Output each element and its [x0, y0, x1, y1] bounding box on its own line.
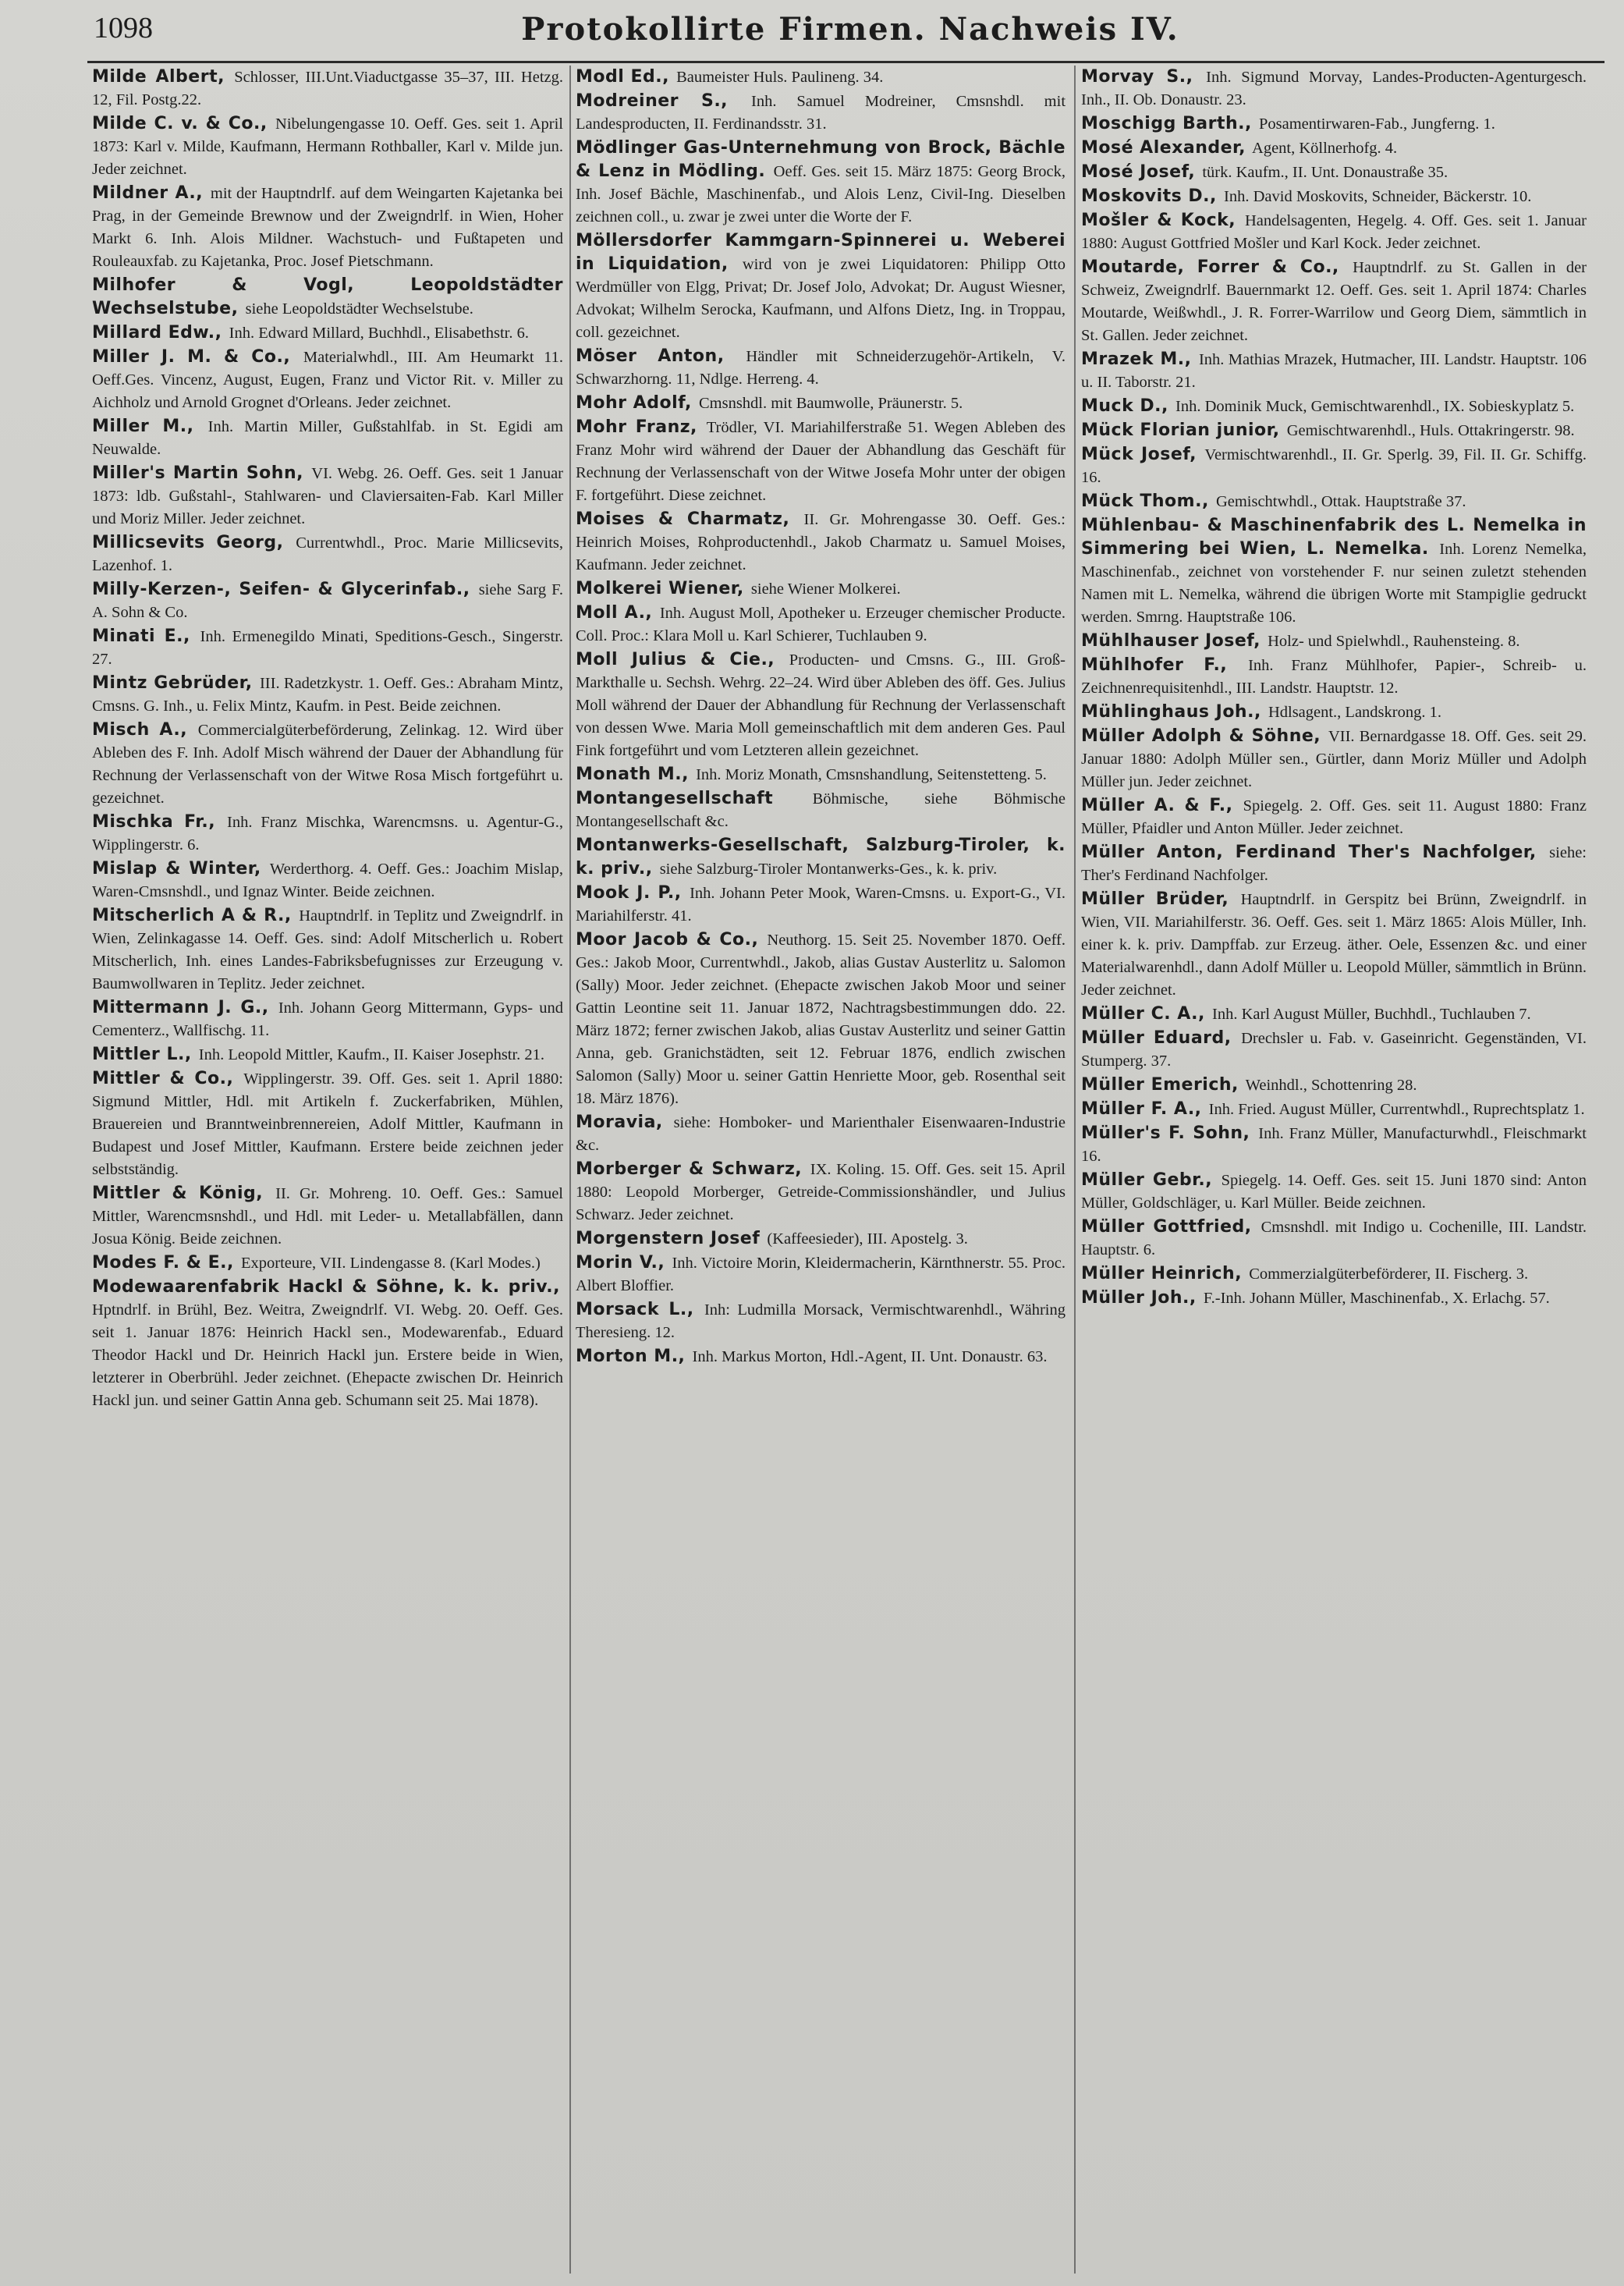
directory-entry	[92, 811, 563, 857]
firm-name: Mück Thom.,	[1081, 492, 1209, 511]
directory-entry	[1081, 1287, 1587, 1310]
firm-name: Mischka Fr.,	[92, 812, 216, 832]
firm-details: Inh. August Moll, Apotheker u. Erzeuger chemischer Producte. Coll. Proc.: Klara Moll u. Karl Schierer, Tuchlauben 9.	[576, 605, 1066, 644]
firm-details: Hauptndrlf. zu St. Gallen in der Schweiz, Zweigndrlf. Bauernmarkt 12. Oeff. Ges. seit 1. April 1874: Charles Moutarde, Weißwhdl., J. R. Forrer-Warrilow und Georg Diem, sämmtlich in St. Gallen. Jeder zeichnet.	[1081, 259, 1587, 344]
firm-name: Müller Heinrich,	[1081, 1264, 1243, 1283]
firm-details: Böhmische, siehe Böhmische Montangesellschaft &c.	[576, 790, 1066, 830]
firm-name: Morberger & Schwarz,	[576, 1159, 803, 1179]
firm-name: Mislap & Winter,	[92, 859, 261, 879]
firm-name: Morgenstern Josef	[576, 1229, 761, 1248]
directory-entry	[576, 602, 1066, 648]
firm-name: Mohr Adolf,	[576, 393, 692, 413]
firm-name: Müller Joh.,	[1081, 1288, 1197, 1308]
firm-name: Molkerei Wiener,	[576, 579, 744, 598]
column-2	[576, 66, 1066, 2274]
page-title: Protokollirte Firmen. Nachweis IV.	[521, 11, 1179, 48]
firm-details: Inh. Martin Miller, Gußstahlfab. in St. Egidi am Neuwalde.	[92, 418, 563, 458]
firm-name: Mühlinghaus Joh.,	[1081, 702, 1261, 722]
firm-name: Mohr Franz,	[576, 417, 697, 437]
firm-name: Moskovits D.,	[1081, 186, 1217, 206]
firm-details: Currentwhdl., Proc. Marie Millicsevits, Lazenhof. 1.	[92, 534, 563, 574]
firm-details: Holz- und Spielwhdl., Rauhensteing. 8.	[1268, 633, 1520, 650]
firm-details: Handelsagenten, Hegelg. 4. Off. Ges. seit 1. Januar 1880: August Gottfried Mošler und Karl Kock. Jeder zeichnet.	[1081, 212, 1587, 252]
firm-details: Commercialgüterbeförderung, Zelinkag. 12. Wird über Ableben des F. Inh. Adolf Misch während der Dauer der Abhandlung für Rechnung der Verlassenschaft von der Witwe Rosa Misch fortgeführt u. gezeichnet.	[92, 722, 563, 807]
directory-entry	[1081, 1074, 1587, 1097]
firm-details: Werderthorg. 4. Oeff. Ges.: Joachim Mislap, Waren-Cmsnshdl., und Ignaz Winter. Beide zeichnen.	[92, 861, 563, 900]
directory-entry	[92, 1043, 563, 1067]
firm-details: siehe: Ther's Ferdinand Nachfolger.	[1081, 844, 1587, 884]
directory-entry	[576, 345, 1066, 391]
firm-details: Cmsnshdl. mit Indigo u. Cochenille, III. Landstr. Hauptstr. 6.	[1081, 1219, 1587, 1258]
directory-entry	[92, 112, 563, 181]
firm-name: Mrazek M.,	[1081, 350, 1192, 369]
firm-name: Mück Florian junior,	[1081, 421, 1280, 440]
firm-name: Möser Anton,	[576, 346, 725, 366]
directory-entry	[1081, 256, 1587, 347]
firm-details: Posamentirwaren-Fab., Jungferng. 1.	[1258, 115, 1495, 133]
directory-entry	[576, 1251, 1066, 1297]
firm-name: Müller C. A.,	[1081, 1004, 1205, 1024]
firm-details: Inh. Johann Peter Mook, Waren-Cmsns. u. Export-G., VI. Mariahilferstr. 41.	[576, 885, 1066, 925]
page-number: 1098	[94, 12, 153, 44]
firm-details: Agent, Köllnerhofg. 4.	[1252, 140, 1398, 157]
directory-entry	[576, 229, 1066, 344]
directory-entry	[92, 182, 563, 273]
firm-name: Mühlhauser Josef,	[1081, 631, 1261, 651]
directory-entry	[92, 625, 563, 671]
directory-entry	[1081, 888, 1587, 1002]
firm-details: (Kaffeesieder), III. Apostelg. 3.	[767, 1230, 968, 1248]
firm-name: Moutarde, Forrer & Co.,	[1081, 257, 1339, 277]
firm-details: Inh. Samuel Modreiner, Cmsnshdl. mit Landesproducten, II. Ferdinandsstr. 31.	[576, 93, 1066, 133]
firm-details: Commerzialgüterbeförderer, II. Fischerg. 3.	[1249, 1265, 1529, 1283]
firm-details: Neuthorg. 15. Seit 25. November 1870. Oeff. Ges.: Jakob Moor, Currentwhdl., Jakob, alias Gustav Austerlitz u. Salomon (Sally) Moor. Jeder zeichnet. (Ehepacte zwischen Jakob Moor und seiner Gattin Leontine seit 11. Januar 1872, Nachtragsbestimmungen ddo. 22. März 1872; ferner zwischen Jakob, alias Gustav Austerlitz und seiner Gattin Anna, geb. Granichstädten, seit 12. Februar 1876, endlich zwischen Salomon (Sally) Moor u. seiner Gattin Henriette Moor, geb. Rosenthal seit 18. März 1876).	[576, 932, 1066, 1107]
firm-name: Mildner A.,	[92, 183, 204, 203]
firm-details: Inh. Franz Mühlhofer, Papier-, Schreib- u. Zeichnenrequisitenhdl., III. Landstr. Hauptstr. 12.	[1081, 657, 1587, 697]
firm-details: III. Radetzkystr. 1. Oeff. Ges.: Abraham Mintz, Cmsns. G. Inh., u. Felix Mintz, Kaufm. in Pest. Beide zeichnen.	[92, 675, 563, 715]
firm-details: Hptndrlf. in Brühl, Bez. Weitra, Zweigndrlf. VI. Webg. 20. Oeff. Ges. seit 1. Januar 1876: Heinrich Hackl sen., Modewarenfab., Eduard Theodor Hackl und Dr. Heinrich Hackl jun. Erstere beide in Wien, letzterer in Oberbrühl. Jeder zeichnet. (Ehepacte zwischen Dr. Heinrich Hackl jun. und seiner Gattin Anna geb. Schumann seit 25. Mai 1878).	[92, 1301, 563, 1409]
directory-entry	[1081, 395, 1587, 418]
directory-entry	[92, 415, 563, 461]
firm-name: Müller Emerich,	[1081, 1075, 1239, 1095]
firm-name: Milde C. v. & Co.,	[92, 114, 268, 133]
directory-entry	[1081, 701, 1587, 724]
firm-name: Mittler & Co.,	[92, 1069, 234, 1088]
firm-details: Inh. Mathias Mrazek, Hutmacher, III. Landstr. Hauptstr. 106 u. II. Taborstr. 21.	[1081, 351, 1587, 391]
firm-name: Moll A.,	[576, 603, 653, 623]
directory-entry	[576, 928, 1066, 1110]
firm-details: Inh. Lorenz Nemelka, Maschinenfab., zeichnet von vorstehender F. nur seinen zuletzt stehenden Namen mit L. Nemelka, während die übrigen Worte mit Stampiglie gedruckt werden. Smrng. Hauptstraße 106.	[1081, 541, 1587, 626]
firm-name: Modreiner S.,	[576, 91, 729, 111]
directory-entry	[576, 416, 1066, 507]
firm-details: IX. Koling. 15. Off. Ges. seit 15. April 1880: Leopold Morberger, Getreide-Commissionshändler, und Julius Schwarz. Jeder zeichnet.	[576, 1161, 1066, 1223]
firm-name: Millicsevits Georg,	[92, 533, 284, 552]
firm-details: Inh. Markus Morton, Hdl.-Agent, II. Unt. Donaustr. 63.	[692, 1348, 1048, 1365]
directory-entry	[92, 531, 563, 577]
firm-details: Materialwhdl., III. Am Heumarkt 11. Oeff.Ges. Vincenz, August, Eugen, Franz und Victor Rit. v. Miller zu Aichholz und Arnold Grognet d'Orleans. Jeder zeichnet.	[92, 349, 563, 411]
firm-details: II. Gr. Mohrengasse 30. Oeff. Ges.: Heinrich Moises, Rohproductenhdl., Jakob Charmatz u. Samuel Moises, Kaufmann. Jeder zeichnet.	[576, 511, 1066, 573]
directory-entry	[576, 1298, 1066, 1344]
firm-details: VI. Webg. 26. Oeff. Ges. seit 1 Januar 1873: ldb. Gußstahl-, Stahlwaren- und Claviersaiten-Fab. Karl Miller und Moriz Miller. Jeder zeichnet.	[92, 465, 563, 527]
directory-entry	[576, 1345, 1066, 1368]
firm-details: siehe Wiener Molkerei.	[750, 580, 901, 598]
firm-details: Inh. Sigmund Morvay, Landes-Producten-Agenturgesch. Inh., II. Ob. Donaustr. 23.	[1081, 69, 1587, 108]
directory-entry	[92, 66, 563, 112]
firm-details: Spiegelg. 2. Off. Ges. seit 11. August 1880: Franz Müller, Pfaidler und Anton Müller. Jeder zeichnet.	[1081, 797, 1587, 837]
column-3	[1081, 66, 1587, 2274]
firm-details: türk. Kaufm., II. Unt. Donaustraße 35.	[1202, 164, 1448, 181]
firm-details: Inh: Ludmilla Morsack, Vermischtwarenhdl., Währing Theresieng. 12.	[576, 1301, 1066, 1341]
firm-details: Gemischtwhdl., Ottak. Hauptstraße 37.	[1215, 493, 1466, 510]
firm-name: Millard Edw.,	[92, 323, 222, 343]
page-header	[94, 11, 1607, 58]
firm-name: Morin V.,	[576, 1253, 665, 1273]
firm-name: Mosé Alexander,	[1081, 138, 1246, 158]
directory-entry	[92, 672, 563, 718]
firm-name: Montanwerks-Gesellschaft, Salzburg-Tiroler, k. k. priv.,	[576, 836, 1066, 879]
firm-details: Weinhdl., Schottenring 28.	[1245, 1077, 1417, 1094]
firm-name: Modes F. & E.,	[92, 1253, 234, 1273]
directory-entry	[576, 787, 1066, 833]
directory-entry	[576, 90, 1066, 136]
directory-entry	[1081, 725, 1587, 793]
firm-name: Mitscherlich A & R.,	[92, 906, 292, 925]
directory-entry	[1081, 185, 1587, 208]
directory-entry	[1081, 630, 1587, 653]
firm-details: Inh. Johann Georg Mittermann, Gyps- und Cementerz., Wallfischg. 11.	[92, 999, 563, 1039]
directory-entry	[576, 1227, 1066, 1251]
directory-entry	[1081, 1169, 1587, 1215]
firm-details: Producten- und Cmsns. G., III. Groß-Markthalle u. Sechsh. Wehrg. 22–24. Wird über Ableben des öff. Ges. Julius Moll während der Dauer der Abhandlung für Rechnung der Verlassenschaft von dessen Wwe. Maria Moll gemeinschaftlich mit dem anderen Ges. Paul Fink fortgeführt und vom Letzteren allein gezeichnet.	[576, 651, 1066, 759]
firm-name: Milde Albert,	[92, 67, 225, 87]
firm-name: Moises & Charmatz,	[576, 509, 790, 529]
directory-entry	[576, 577, 1066, 601]
directory-entry	[1081, 841, 1587, 887]
firm-name: Möllersdorfer Kammgarn-Spinnerei u. Weberei in Liquidation,	[576, 231, 1066, 274]
firm-details: Inh. Victoire Morin, Kleidermacherin, Kärnthnerstr. 55. Proc. Albert Bloffier.	[576, 1255, 1066, 1294]
directory-entry	[1081, 419, 1587, 442]
firm-details: mit der Hauptndrlf. auf dem Weingarten Kajetanka bei Prag, in der Gemeinde Brewnow und der Zweigndrlf. in Wien, Hoher Markt 6. Inh. Alois Mildner. Wachstuch- und Fußtapeten und Rouleauxfab. zu Kajetanka, Proc. Josef Pietschmann.	[92, 185, 563, 270]
firm-details: Inh. Dominik Muck, Gemischtwarenhdl., IX. Sobieskyplatz 5.	[1175, 398, 1575, 415]
firm-name: Morsack L.,	[576, 1300, 694, 1319]
firm-name: Mühlenbau- & Maschinenfabrik des L. Nemelka in Simmering bei Wien, L. Nemelka.	[1081, 516, 1587, 559]
directory-entry	[576, 1111, 1066, 1157]
firm-details: II. Gr. Mohreng. 10. Oeff. Ges.: Samuel Mittler, Warencmsnshdl., und Hdl. mit Leder- u. Metallabfällen, dann Josua König. Beide zeichnen.	[92, 1185, 563, 1248]
firm-details: siehe Sarg F. A. Sohn & Co.	[92, 581, 563, 621]
directory-entry	[92, 1067, 563, 1181]
firm-name: Mödlinger Gas-Unternehmung von Brock, Bächle & Lenz in Mödling.	[576, 138, 1066, 181]
firm-name: Mück Josef,	[1081, 445, 1197, 464]
directory-entry	[576, 834, 1066, 881]
firm-name: Mošler & Kock,	[1081, 211, 1236, 230]
firm-details: Inh. Karl August Müller, Buchhdl., Tuchlauben 7.	[1212, 1006, 1531, 1023]
directory-entry	[576, 137, 1066, 229]
firm-details: Inh. David Moskovits, Schneider, Bäckerstr. 10.	[1224, 188, 1532, 205]
firm-name: Mittler & König,	[92, 1184, 264, 1203]
directory-entry	[1081, 112, 1587, 136]
firm-name: Morton M.,	[576, 1347, 686, 1366]
directory-entry	[1081, 66, 1587, 112]
directory-entry	[1081, 1003, 1587, 1026]
firm-name: Misch A.,	[92, 720, 188, 740]
directory-entry	[1081, 794, 1587, 840]
firm-details: Baumeister Huls. Paulineng. 34.	[676, 69, 884, 86]
firm-details: Hdlsagent., Landskrong. 1.	[1268, 704, 1441, 721]
directory-entry	[1081, 514, 1587, 629]
directory-entry	[576, 1158, 1066, 1226]
firm-name: Müller F. A.,	[1081, 1099, 1202, 1119]
directory-entry	[1081, 654, 1587, 700]
directory-entry	[1081, 137, 1587, 160]
firm-name: Miller J. M. & Co.,	[92, 347, 291, 367]
directory-entry	[576, 648, 1066, 762]
column-1	[92, 66, 563, 2274]
directory-entry	[1081, 1216, 1587, 1262]
firm-name: Müller Gebr.,	[1081, 1170, 1213, 1190]
firm-name: Müller Brüder,	[1081, 889, 1229, 909]
firm-details: Spiegelg. 14. Oeff. Ges. seit 15. Juni 1870 sind: Anton Müller, Goldschläger, u. Karl Müller. Beide zeichnen.	[1081, 1172, 1587, 1212]
firm-details: Cmsnshdl. mit Baumwolle, Präunerstr. 5.	[698, 395, 963, 412]
firm-details: Inh. Edward Millard, Buchhdl., Elisabethstr. 6.	[229, 325, 529, 342]
column-separator	[569, 66, 571, 2274]
directory-entry	[1081, 1122, 1587, 1168]
firm-name: Müller Gottfried,	[1081, 1217, 1252, 1237]
directory-entry	[576, 66, 1066, 89]
firm-details: siehe Salzburg-Tiroler Montanwerks-Ges., k. k. priv.	[659, 861, 998, 878]
firm-name: Mittermann J. G.,	[92, 998, 269, 1017]
directory-entry	[1081, 348, 1587, 394]
directory-entry	[1081, 1027, 1587, 1073]
directory-entry	[92, 462, 563, 531]
firm-details: Schlosser, III.Unt.Viaductgasse 35–37, III. Hetzg. 12, Fil. Postg.22.	[92, 69, 563, 108]
column-separator	[1074, 66, 1076, 2274]
firm-name: Mook J. P.,	[576, 883, 682, 903]
firm-name: Müller Anton, Ferdinand Ther's Nachfolger,	[1081, 843, 1537, 862]
directory-entry	[1081, 1262, 1587, 1286]
directory-entry	[576, 392, 1066, 415]
firm-details: Inh. Franz Mischka, Warencmsns. u. Agentur-G., Wipplingerstr. 6.	[92, 814, 563, 854]
directory-entry	[1081, 1098, 1587, 1121]
directory-entry	[576, 882, 1066, 928]
directory-entry	[92, 996, 563, 1042]
firm-details: wird von je zwei Liquidatoren: Philipp Otto Werdmüller von Elgg, Privat; Dr. Josef Jolo, Advokat; Dr. August Wiesner, Advokat; Wilhelm Serocka, Kaufmann, und Alfons Dietz, Ing. in Troppau, coll. gezeichnet.	[576, 256, 1066, 341]
firm-name: Miller's Martin Sohn,	[92, 463, 303, 483]
firm-name: Moravia,	[576, 1113, 663, 1132]
firm-name: Müller's F. Sohn,	[1081, 1123, 1250, 1143]
firm-details: Gemischtwarenhdl., Huls. Ottakringerstr. 98.	[1286, 422, 1575, 439]
firm-name: Moor Jacob & Co.,	[576, 930, 759, 950]
directory-entry	[1081, 443, 1587, 489]
directory-entry	[92, 321, 563, 345]
directory-entry	[576, 508, 1066, 577]
firm-name: Mintz Gebrüder,	[92, 673, 253, 693]
firm-details: Hauptndrlf. in Teplitz und Zweigndrlf. in Wien, Zelinkagasse 14. Oeff. Ges. sind: Adolf Mitscherlich u. Robert Mitscherlich, Inh. eines Landes-Fabriksbefugnisses zur Erzeugung v. Baumwollwaren in Teplitz. Jeder zeichnet.	[92, 907, 563, 992]
firm-details: siehe Leopoldstädter Wechselstube.	[245, 300, 473, 318]
directory-entry	[92, 578, 563, 624]
firm-name: Müller A. & F.,	[1081, 796, 1233, 815]
directory-entry	[92, 274, 563, 321]
firm-name: Milly-Kerzen-, Seifen- & Glycerinfab.,	[92, 580, 470, 599]
firm-name: Modewaarenfabrik Hackl & Söhne, k. k. priv.,	[92, 1277, 560, 1297]
directory-entry	[1081, 209, 1587, 255]
directory-entry	[92, 346, 563, 414]
firm-details: Inh. Leopold Mittler, Kaufm., II. Kaiser Josephstr. 21.	[198, 1046, 545, 1063]
firm-details: Exporteure, VII. Lindengasse 8. (Karl Modes.)	[240, 1255, 541, 1272]
firm-name: Müller Eduard,	[1081, 1028, 1232, 1048]
firm-name: Morvay S.,	[1081, 67, 1193, 87]
firm-name: Moll Julius & Cie.,	[576, 650, 775, 669]
firm-details: Hauptndrlf. in Gerspitz bei Brünn, Zweigndrlf. in Wien, VII. Mariahilferstr. 36. Oeff. Ges. seit 1. März 1865: Alois Müller, Inh. einer k. k. priv. Dampffab. zur Erzeug. äther. Oele, Essenzen &c. und einer Materialwarenhdl., dann Adolf Müller u. Leopold Müller, sämmtlich in Brünn. Jeder zeichnet.	[1081, 891, 1587, 999]
header-rule	[87, 61, 1604, 63]
directory-entry	[92, 719, 563, 810]
firm-name: Montangesellschaft	[576, 789, 774, 808]
firm-name: Müller Adolph & Söhne,	[1081, 726, 1321, 746]
firm-name: Mittler L.,	[92, 1045, 192, 1064]
directory-entry	[92, 904, 563, 996]
firm-name: Moschigg Barth.,	[1081, 114, 1252, 133]
firm-name: Miller M.,	[92, 417, 194, 436]
firm-name: Muck D.,	[1081, 396, 1168, 416]
directory-entry	[1081, 161, 1587, 184]
directory-entry	[576, 763, 1066, 786]
firm-details: Wipplingerstr. 39. Off. Ges. seit 1. April 1880: Sigmund Mittler, Hdl. mit Artikeln f. Zuckerfabriken, Mühlen, Brauereien und Branntweinbrennereien, Adolf Mittler, Kaufmann in Budapest und Josef Mittler, Kaufmann. Erstere beide zeichnen jeder selbstständig.	[92, 1070, 563, 1178]
firm-name: Monath M.,	[576, 765, 689, 784]
firm-details: Inh. Ermenegildo Minati, Speditions-Gesch., Singerstr. 27.	[92, 628, 563, 668]
firm-details: F.-Inh. Johann Müller, Maschinenfab., X. Erlachg. 57.	[1203, 1290, 1550, 1307]
directory-entry	[92, 1251, 563, 1275]
firm-details: VII. Bernardgasse 18. Off. Ges. seit 29. Januar 1880: Adolph Müller sen., Gürtler, dann Moriz Müller und Adolph Müller jun. Jeder zeichnet.	[1081, 728, 1587, 790]
directory-entry	[92, 1276, 563, 1412]
firm-name: Mühlhofer F.,	[1081, 655, 1228, 675]
firm-details: Vermischtwarenhdl., II. Gr. Sperlg. 39, Fil. II. Gr. Schiffg. 16.	[1081, 446, 1587, 486]
directory-entry	[1081, 490, 1587, 513]
directory-entry	[92, 1182, 563, 1251]
firm-details: Inh. Fried. August Müller, Currentwhdl., Ruprechtsplatz 1.	[1208, 1101, 1585, 1118]
firm-name: Mosé Josef,	[1081, 162, 1196, 182]
firm-details: Nibelungengasse 10. Oeff. Ges. seit 1. April 1873: Karl v. Milde, Kaufmann, Hermann Rothballer, Karl v. Milde jun. Jeder zeichnet.	[92, 115, 563, 178]
firm-name: Modl Ed.,	[576, 67, 669, 87]
firm-details: Händler mit Schneiderzugehör-Artikeln, V. Schwarzhorng. 11, Ndlge. Herreng. 4.	[576, 348, 1066, 388]
firm-details: Drechsler u. Fab. v. Gaseinricht. Gegenständen, VI. Stumperg. 37.	[1081, 1030, 1587, 1070]
firm-details: siehe: Homboker- und Marienthaler Eisenwaaren-Industrie &c.	[576, 1114, 1066, 1154]
firm-details: Oeff. Ges. seit 15. März 1875: Georg Brock, Inh. Josef Bächle, Maschinenfab., und Alois Lenz, Civil-Ing. Dieselben zeichnen coll., u. zwar je zwei unter die Worte der F.	[576, 163, 1066, 225]
firm-details: Inh. Moriz Monath, Cmsnshandlung, Seitenstetteng. 5.	[696, 766, 1047, 783]
firm-name: Milhofer & Vogl, Leopoldstädter Wechselstube,	[92, 275, 563, 318]
firm-details: Inh. Franz Müller, Manufacturwhdl., Fleischmarkt 16.	[1081, 1125, 1587, 1165]
directory-entry	[92, 857, 563, 903]
firm-name: Minati E.,	[92, 627, 190, 646]
firm-details: Trödler, VI. Mariahilferstraße 51. Wegen Ableben des Franz Mohr wird während der Dauer der Abhandlung das Geschäft für Rechnung der Verlassenschaft von der Witwe Josefa Mohr unter der obigen F. fortgeführt. Diese zeichnet.	[576, 419, 1066, 504]
